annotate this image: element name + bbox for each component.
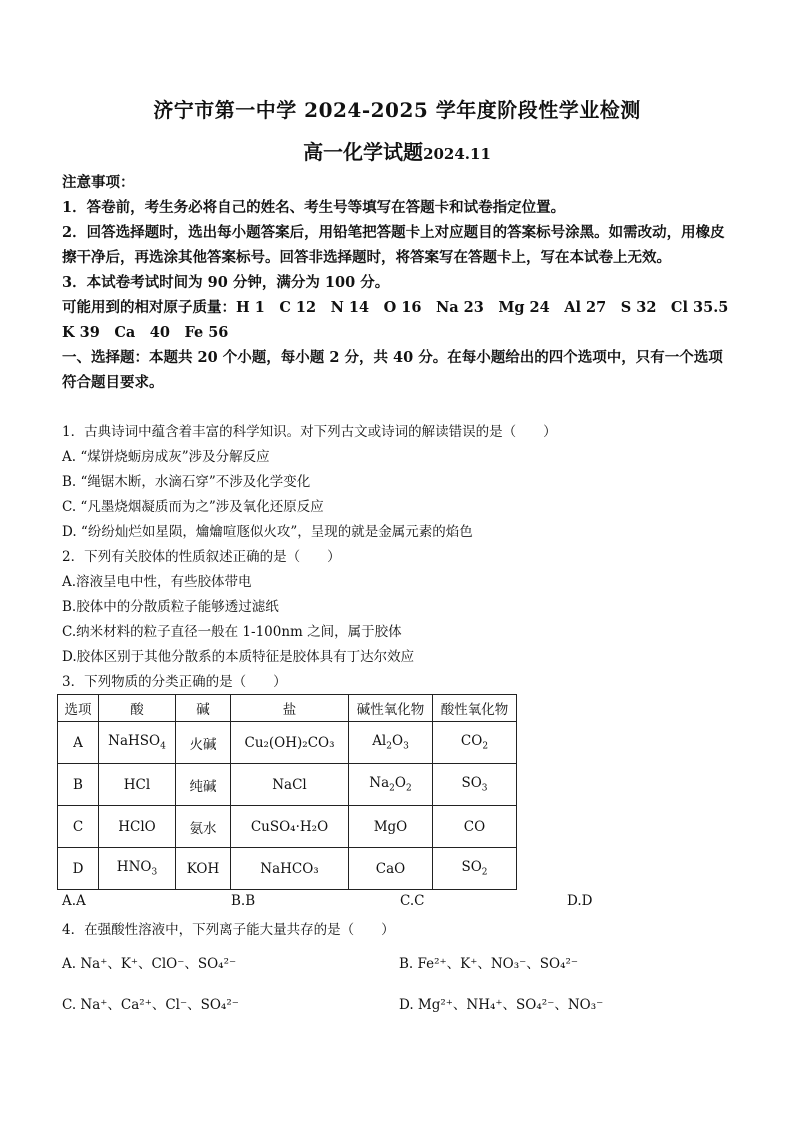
question-stem: 1．古典诗词中蕴含着丰富的科学知识。对下列古文或诗词的解读错误的是（ ） (62, 424, 557, 440)
salt-cell: CuSO₄·H₂O (231, 806, 349, 848)
salt-cell: NaHCO₃ (231, 848, 349, 890)
question-stem: 3．下列物质的分类正确的是（ ） (62, 674, 287, 690)
column-header: 盐 (231, 695, 349, 722)
option-cell: B (58, 764, 99, 806)
exam-subtitle (0, 136, 794, 165)
option-cell: D (58, 848, 99, 890)
base-cell: KOH (176, 848, 231, 890)
answer-b: B.B (231, 893, 256, 909)
column-header: 酸性氧化物 (433, 695, 517, 722)
salt-cell: Cu₂(OH)₂CO₃ (231, 722, 349, 764)
notes-section (62, 170, 743, 395)
acid-cell: NaHSO$_4$ (99, 722, 176, 764)
option-b: B. “绳锯木断，水滴石穿”不涉及化学变化 (62, 474, 311, 490)
question-stem: 2．下列有关胶体的性质叙述正确的是（ ） (62, 549, 341, 565)
option-a: A.溶液呈电中性，有些胶体带电 (62, 574, 252, 590)
option-a: A. “煤饼烧蛎房成灰”涉及分解反应 (62, 449, 270, 465)
option-c: C. Na⁺、Ca²⁺、Cl⁻、SO₄²⁻ (62, 997, 239, 1013)
column-header: 选项 (58, 695, 99, 722)
question-3 (62, 670, 734, 695)
option-b: B. Fe²⁺、K⁺、NO₃⁻、SO₄²⁻ (399, 956, 579, 972)
section-heading: 一、选择题：本题共 20 个小题，每小题 2 分，共 40 分。在每小题给出的四个选项中，只有一个选项符合题目要求。 (62, 349, 723, 391)
table-row (58, 764, 517, 806)
base-cell: 纯碱 (176, 764, 231, 806)
acidic-oxide-cell: CO (433, 806, 517, 848)
option-d: D. Mg²⁺、NH₄⁺、SO₄²⁻、NO₃⁻ (399, 997, 604, 1013)
acidic-oxide-cell: $CO_2$ (433, 722, 517, 764)
subject-title: 高一化学试题 (303, 140, 424, 164)
basic-oxide-cell: $Na_2O_2$ (349, 764, 433, 806)
salt-cell: NaCl (231, 764, 349, 806)
option-a: A. Na⁺、K⁺、ClO⁻、SO₄²⁻ (62, 956, 237, 972)
column-header: 碱性氧化物 (349, 695, 433, 722)
answer-a: A.A (62, 893, 86, 909)
column-header: 碱 (176, 695, 231, 722)
note-item: 2．回答选择题时，选出每小题答案后，用铅笔把答题卡上对应题目的答案标号涂黑。如需改动，用橡皮擦干净后，再选涂其他答案标号。回答非选择题时，将答案写在答题卡上，写在本试卷上无效。 (62, 224, 725, 266)
question-1 (62, 420, 734, 545)
basic-oxide-cell: MgO (349, 806, 433, 848)
column-header: 酸 (99, 695, 176, 722)
base-cell: 火碱 (176, 722, 231, 764)
answer-d: D.D (567, 893, 593, 909)
option-b: B.胶体中的分散质粒子能够透过滤纸 (62, 599, 279, 615)
base-cell: 氨水 (176, 806, 231, 848)
option-d: D.胶体区别于其他分散系的本质特征是胶体具有丁达尔效应 (62, 649, 415, 665)
exam-title: 济宁市第一中学 2024-2025 学年度阶段性学业检测 (153, 98, 641, 122)
acidic-oxide-cell: $SO_2$ (433, 848, 517, 890)
basic-oxide-cell: $Al_2O_3$ (349, 722, 433, 764)
answer-c: C.C (400, 893, 425, 909)
option-d: D. “纷纷灿烂如星陨，爚爚喧豗似火攻”，呈现的就是金属元素的焰色 (62, 524, 473, 540)
question-4-stem: 4．在强酸性溶液中，下列离子能大量共存的是（ ） (62, 922, 395, 938)
table-row (58, 806, 517, 848)
notes-heading: 注意事项： (62, 174, 135, 191)
acidic-oxide-cell: $SO_3$ (433, 764, 517, 806)
option-cell: C (58, 806, 99, 848)
note-item: 1．答卷前，考生务必将自己的姓名、考生号等填写在答题卡和试卷指定位置。 (62, 199, 566, 216)
option-c: C.纳米材料的粒子直径一般在 1-100nm 之间，属于胶体 (62, 624, 402, 640)
table-header-row (58, 695, 517, 722)
classification-table (57, 694, 517, 890)
table-row (58, 848, 517, 890)
basic-oxide-cell: CaO (349, 848, 433, 890)
option-c: C. “凡墨烧烟凝质而为之”涉及氧化还原反应 (62, 499, 324, 515)
question-2 (62, 545, 734, 670)
acid-cell: $HNO_3$ (99, 848, 176, 890)
option-cell: A (58, 722, 99, 764)
acid-cell: HClO (99, 806, 176, 848)
atomic-mass-list: 可能用到的相对原子质量：H 1 C 12 N 14 O 16 Na 23 Mg 24 Al 27 S 32 Cl 35.5 K 39 Ca 40 Fe 56 (62, 299, 743, 341)
note-item: 3．本试卷考试时间为 90 分钟，满分为 100 分。 (62, 274, 390, 291)
table-row (58, 722, 517, 764)
exam-date: 2024.11 (423, 145, 491, 163)
acid-cell: HCl (99, 764, 176, 806)
